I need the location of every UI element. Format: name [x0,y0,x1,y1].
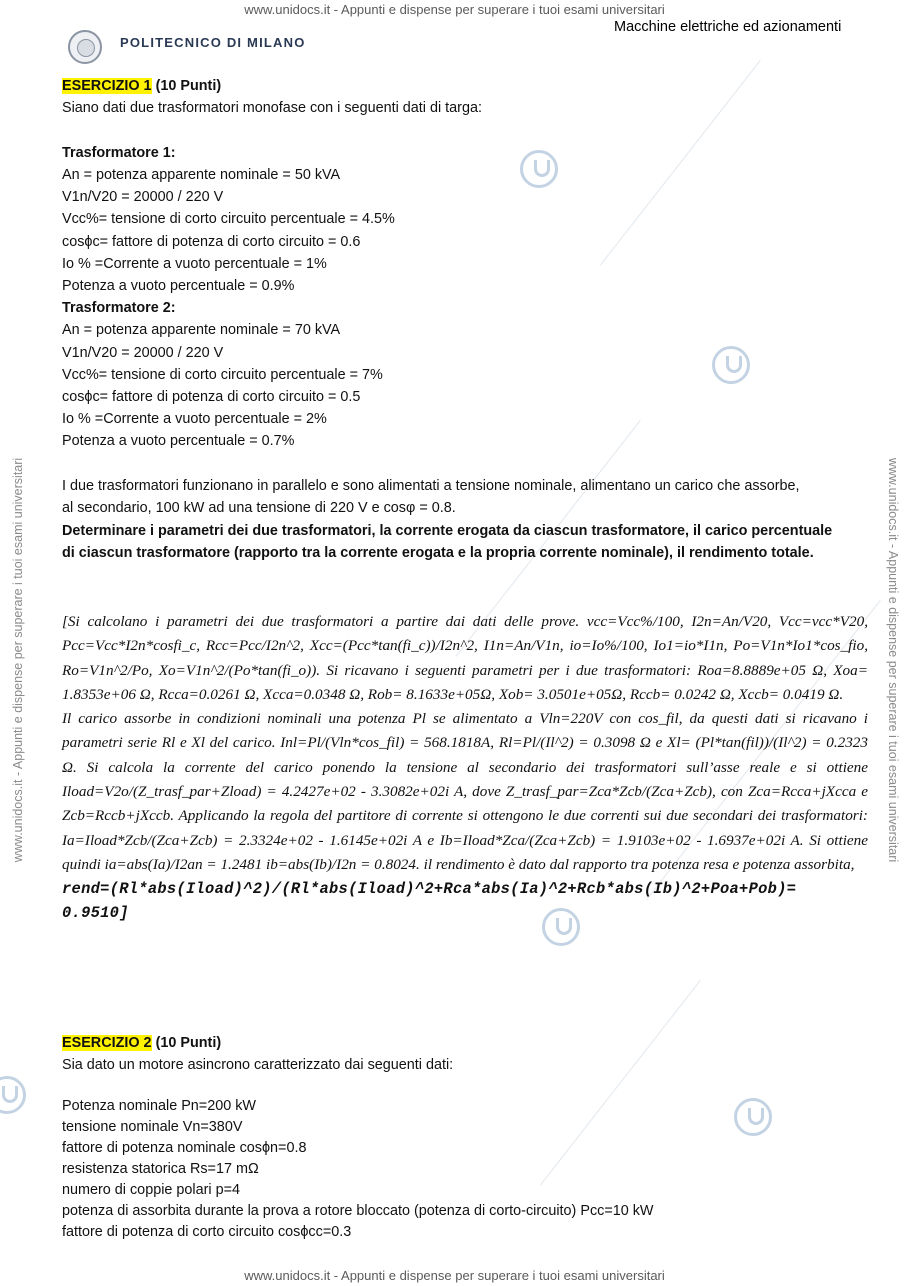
exercise-1-label: ESERCIZIO 1 [62,78,152,94]
watermark-banner-bottom: www.unidocs.it - Appunti e dispense per superare i tuoi esami universitari [244,1268,665,1283]
exercise-1-heading [62,77,221,95]
course-title: Macchine elettriche ed azionamenti [614,19,842,35]
solution-formula: rend=(Rl*abs(Iload)^2)/(Rl*abs(Iload)^2+Rca*abs(Ia)^2+Rcb*abs(Ib)^2+Poa+Pob)= 0.9510] [62,880,797,923]
motor-spec: potenza di assorbita durante la prova a rotore bloccato (potenza di corto-circuito) Pcc=10 kW [62,1203,654,1219]
exercise-1-task: di ciascun trasformatore (rapporto tra la corrente erogata e la propria corrente nominale), il rendimento totale. [62,545,814,561]
watermark-side-right: www.unidocs.it - Appunti e dispense per superare i tuoi esami universitari [886,457,900,863]
motor-spec: fattore di potenza di corto circuito cosϕcc=0.3 [62,1224,352,1240]
institution-name: POLITECNICO DI MILANO [120,35,306,50]
transformer-1-spec: An = potenza apparente nominale = 50 kVA [62,167,341,183]
exercise-1-task: Determinare i parametri dei due trasformatori, la corrente erogata da ciascun trasformatore, il carico percentuale [62,523,833,539]
watermark-logo-icon [0,1076,26,1114]
motor-spec: fattore di potenza nominale cosϕn=0.8 [62,1140,307,1156]
transformer-2-title: Trasformatore 2: [62,300,176,316]
page-header [66,19,909,70]
exercise-1-description: al secondario, 100 kW ad una tensione di 220 V e cosφ = 0.8. [62,500,456,516]
transformer-2-spec: Vcc%= tensione di corto circuito percentuale = 7% [62,367,383,383]
watermark-logo-icon [520,150,558,188]
watermark-logo-icon [712,346,750,384]
transformer-2-spec: Io % =Corrente a vuoto percentuale = 2% [62,411,327,427]
solution-paragraph: Il carico assorbe in condizioni nominali una potenza Pl se alimentato a Vln=220V con cos_fil, da questi dati si ricavano i parametri serie Rl e Xl del carico. Inl=Pl/(Vln*cos_fil) = 568.1818A, Rl=Pl/(Il^2) = 0.3098 Ω e Xl= (Pl*tan(fil))/(Il^2) = 0.2323 Ω. Si calcola la corrente del carico ponendo la tensione al secondario dei trasformatori sull’asse reale e si ottiene Iload=V2o/(Z_trasf_par+Zload) = 4.2427e+02 - 3.3082e+02i A, dove Z_trasf_par=Zca*Zcb/(Zca+Zcb), con Zca=Rcca+jXcca e Zcb=Rccb+jXccb. Applicando la regola del partitore di corrente si ottengono le due correnti sui due secondari dei trasformatori: Ia=Iload*Zcb/(Zca+Zcb) = 2.3324e+02 - 1.6145e+02i A e Ib=Iload*Zca/(Zca+Zcb) = 1.9103e+02 - 1.6937e+02i A. Si ottiene quindi ia=abs(Ia)/I2an = 1.2481 ib=abs(Ib)/I2n = 0.8024. il rendimento è dato dal rapporto tra potenza resa e potenza assorbita, [62,710,868,873]
exercise-1-description: I due trasformatori funzionano in parallelo e sono alimentati a tensione nominale, alimentano un carico che assorbe, [62,478,800,494]
exercise-2-heading [62,1034,221,1052]
transformer-1-spec: Io % =Corrente a vuoto percentuale = 1% [62,256,327,272]
transformer-2-spec: Potenza a vuoto percentuale = 0.7% [62,433,295,449]
exercise-2-points: (10 Punti) [155,1035,222,1051]
motor-spec: Potenza nominale Pn=200 kW [62,1098,256,1114]
exercise-1-intro: Siano dati due trasformatori monofase con i seguenti dati di targa: [62,100,482,116]
exercise-1-solution [62,610,868,925]
motor-spec: tensione nominale Vn=380V [62,1119,243,1135]
transformer-1-spec: cosϕc= fattore di potenza di corto circuito = 0.6 [62,234,361,250]
watermark-side-left: www.unidocs.it - Appunti e dispense per superare i tuoi esami universitari [11,457,25,863]
university-seal-icon [68,30,102,64]
transformer-1-title: Trasformatore 1: [62,145,176,161]
exercise-2-intro: Sia dato un motore asincrono caratterizzato dai seguenti dati: [62,1057,454,1073]
exercise-1-points: (10 Punti) [155,78,222,94]
motor-spec: numero di coppie polari p=4 [62,1182,240,1198]
transformer-1-spec: Vcc%= tensione di corto circuito percentuale = 4.5% [62,211,395,227]
transformer-1-spec: V1n/V20 = 20000 / 220 V [62,189,224,205]
watermark-banner-top: www.unidocs.it - Appunti e dispense per superare i tuoi esami universitari [244,2,665,17]
transformer-2-spec: cosϕc= fattore di potenza di corto circuito = 0.5 [62,389,361,405]
transformer-2-spec: An = potenza apparente nominale = 70 kVA [62,322,341,338]
transformer-1-spec: Potenza a vuoto percentuale = 0.9% [62,278,295,294]
transformer-2-spec: V1n/V20 = 20000 / 220 V [62,345,224,361]
watermark-logo-icon [734,1098,772,1136]
exercise-2-label: ESERCIZIO 2 [62,1035,152,1051]
solution-paragraph: [Si calcolano i parametri dei due trasformatori a partire dai dati delle prove. vcc=Vcc%/100, I2n=An/V20, Vcc=vcc*V20, Pcc=Vcc*I2n*cosfi_c, Rcc=Pcc/I2n^2, Xcc=(Pcc*tan(fi_c))/I2n^2, I1n=An/V1n, io=Io%/100, Io1=io*I1n, Po=V1n*Io1*cos_fio, Ro=V1n^2/Po, Xo=V1n^2/(Po*tan(fi_o)). Si ricavano i seguenti parametri per i due trasformatori: Roa=8.8889e+05 Ω, Xoa= 1.8353e+06 Ω, Rcca=0.0261 Ω, Xcca=0.0348 Ω, Rob= 8.1633e+05Ω, Xob= 3.0501e+05Ω, Rccb= 0.0242 Ω, Xccb= 0.0419 Ω. [62,613,868,703]
motor-spec: resistenza statorica Rs=17 mΩ [62,1161,259,1177]
